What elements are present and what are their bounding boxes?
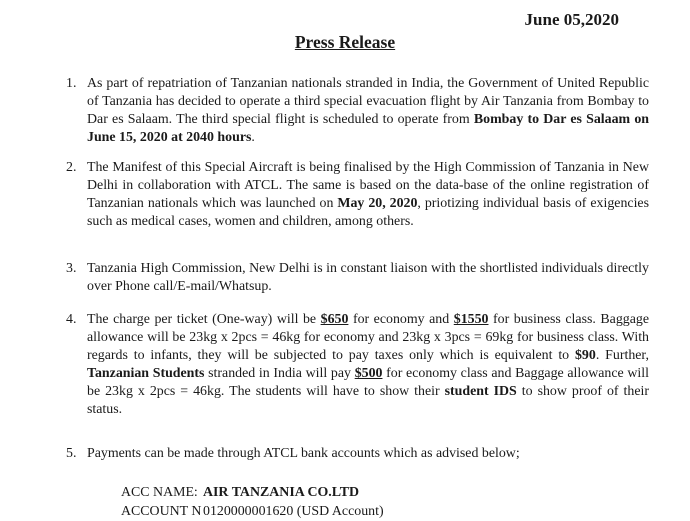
account-number-row (121, 503, 384, 521)
account-number-label: ACCOUNT N (121, 504, 202, 519)
list-item (66, 445, 649, 463)
item-text: The Manifest of this Special Aircraft is being finalised by the High Commission of Tanzania in New Delhi in collaboration with ATCL. The same is based on the data-base of the online registration of Tanzanian nationals which was launched on May 20, 2020, priotizing individual basis of exigencies such as medical cases, women and children, among others. (87, 160, 649, 229)
account-name-value: AIR TANZANIA CO.LTD (203, 485, 360, 500)
list-item (66, 260, 649, 296)
account-name-label: ACC NAME: (121, 485, 198, 500)
students-label: Tanzanian Students (87, 366, 205, 381)
item-number: 2. (66, 160, 77, 175)
item-text: Tanzania High Commission, New Delhi is in constant liaison with the shortlisted individuals directly over Phone call/E-mail/Whatsup. (87, 261, 649, 294)
item-number: 5. (66, 446, 77, 461)
item-text: The charge per ticket (One-way) will be $650 for economy and $1550 for business class. Baggage allowance will be 23kg x 2pcs = 46kg for economy and 23kg x 3pcs = 69kg for business class. With regards to infants, they will be subjected to pay taxes only which is equivalent to $90. Further, Tanzanian Students stranded in India will pay $500 for economy class and Baggage allowance will be 23kg x 2pcs = 46kg. The students will have to show their student IDS to show proof of their status. (87, 312, 650, 417)
item-number: 3. (66, 261, 77, 276)
registration-date: May 20, 2020 (337, 196, 418, 211)
flight-schedule: Bombay to Dar es Salaam on June 15, 2020 at 2040 hours (87, 112, 649, 145)
item-text: Payments can be made through ATCL bank accounts which as advised below; (87, 446, 520, 461)
release-date: June 05,2020 (524, 10, 619, 29)
item-text: As part of repatriation of Tanzanian nationals stranded in India, the Government of United Republic of Tanzania has decided to operate a third special evacuation flight by Air Tanzania from Bombay to Dar es Salaam. The third special flight is scheduled to operate from Bombay to Dar es Salaam on June 15, 2020 at 2040 hours. (87, 76, 649, 145)
item-number: 1. (66, 76, 77, 91)
infant-tax: $90 (574, 348, 596, 363)
account-name-row (121, 484, 359, 502)
student-price: $500 (354, 366, 383, 381)
item-number: 4. (66, 312, 77, 327)
page-title: Press Release (294, 32, 396, 52)
account-number-value: 0120000001620 (USD Account) (203, 504, 384, 519)
list-item (66, 159, 649, 231)
business-price: $1550 (453, 312, 489, 327)
economy-price: $650 (320, 312, 349, 327)
list-item (66, 75, 649, 147)
list-item (66, 311, 649, 419)
student-ids: student IDS (444, 384, 517, 399)
